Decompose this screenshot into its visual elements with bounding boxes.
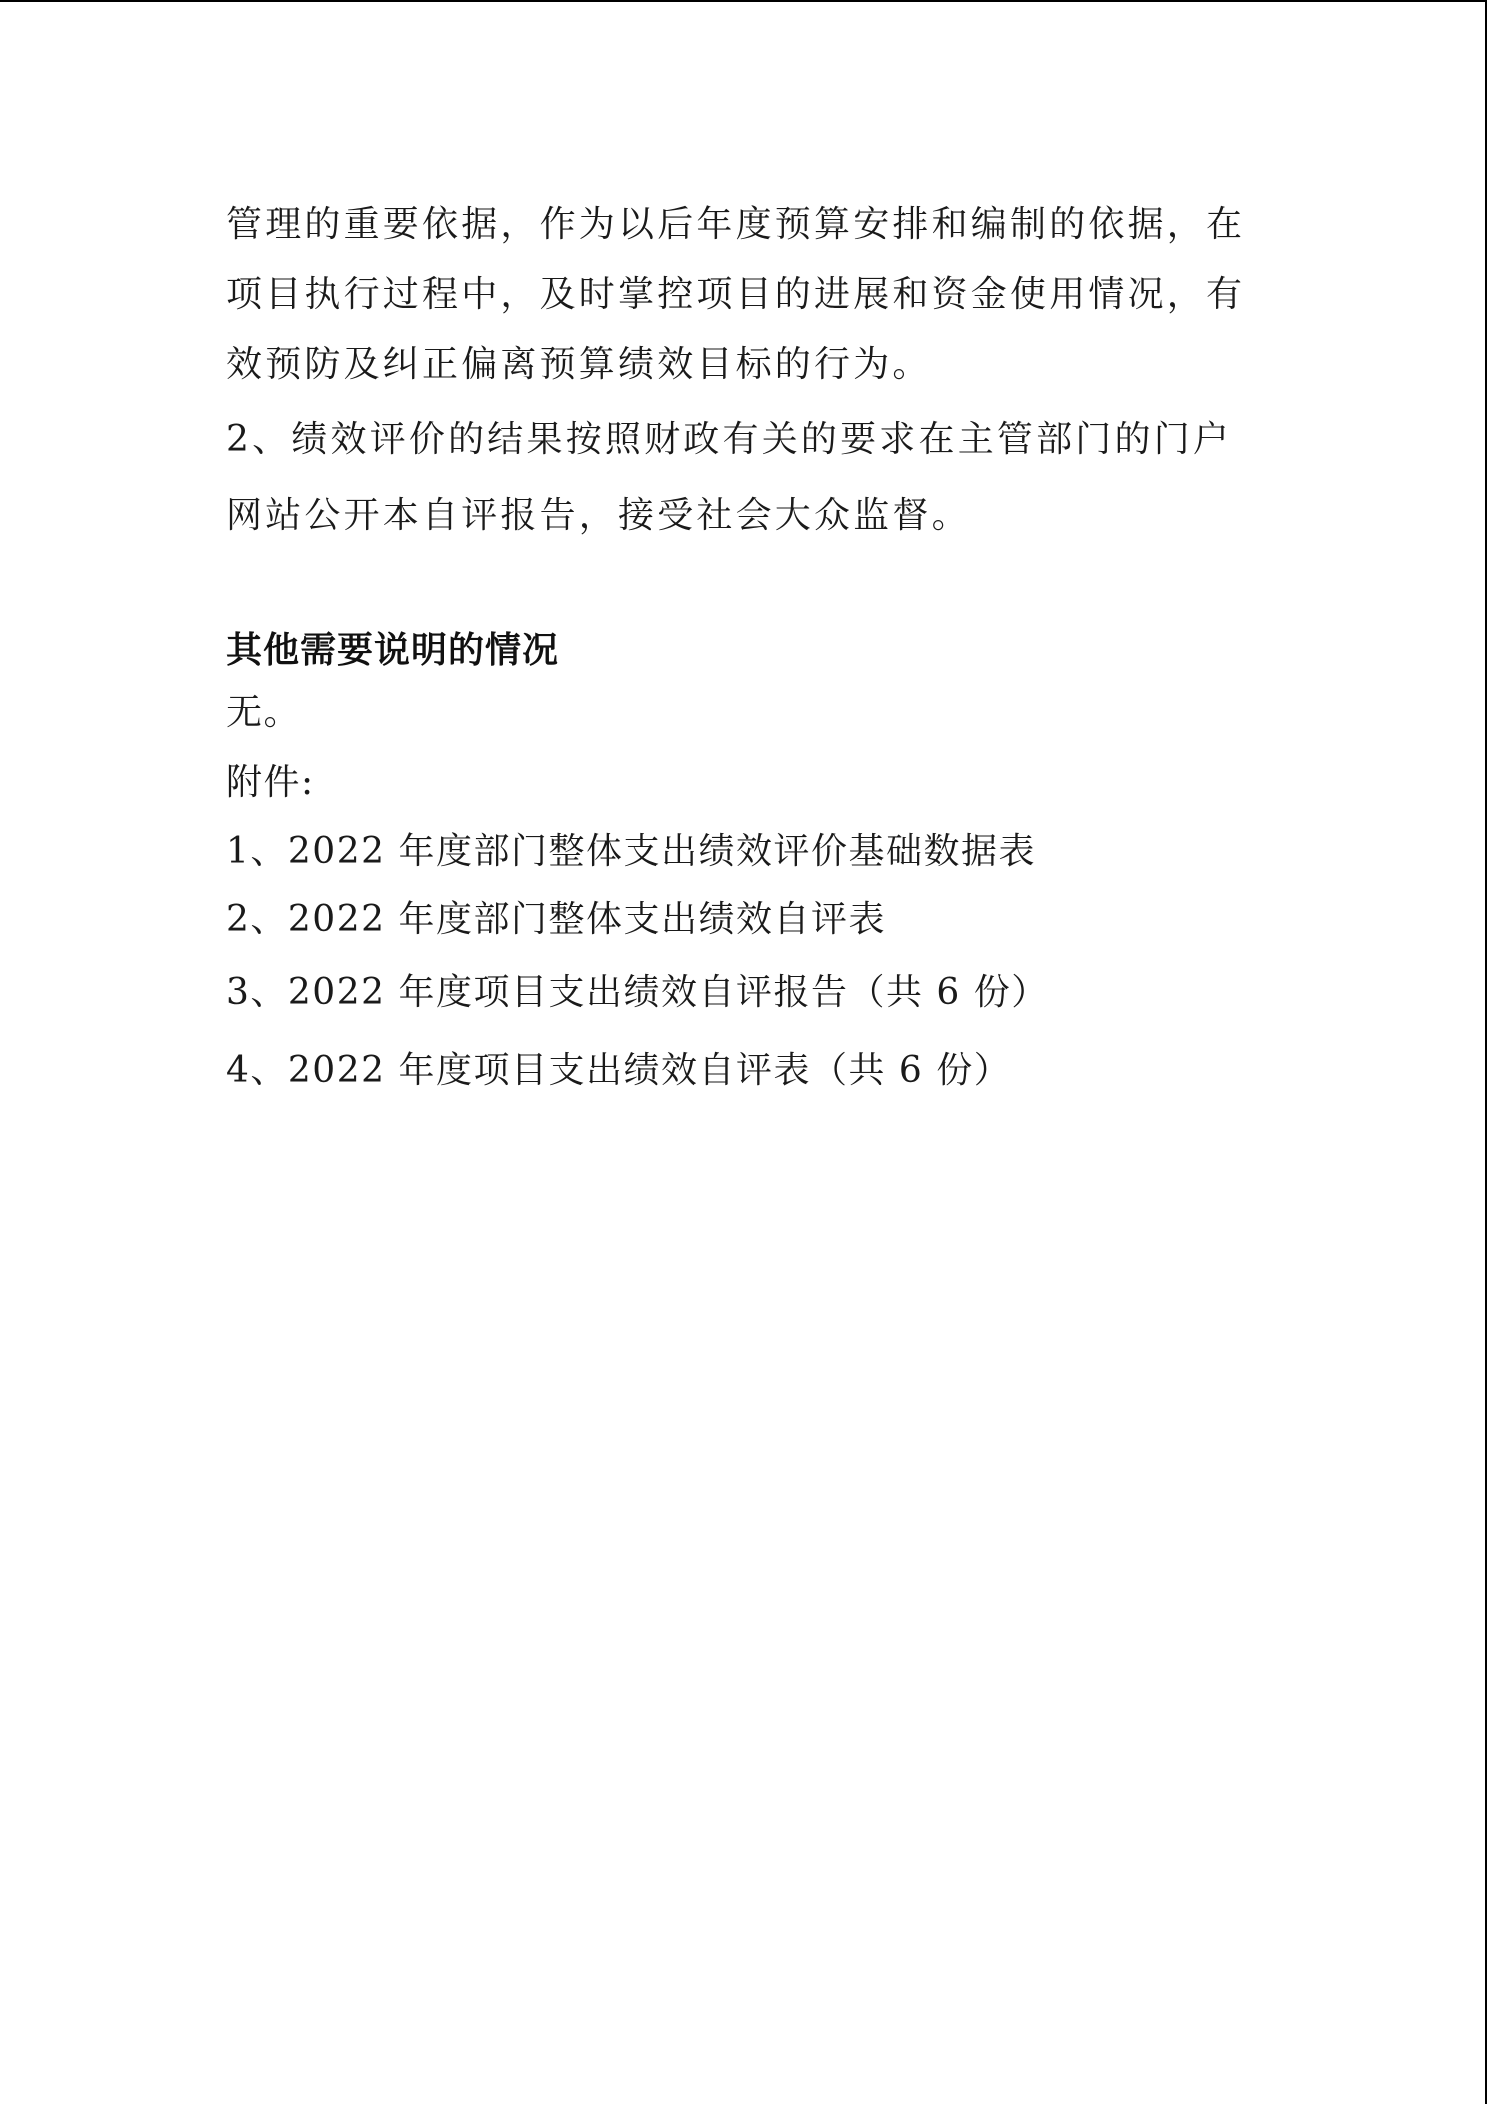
section-heading-other: 其他需要说明的情况 <box>226 630 560 671</box>
attachments-label: 附件: <box>226 762 315 803</box>
attachment-item: 4、2022 年度项目支出绩效自评表（共 6 份） <box>226 1050 1012 1091</box>
paragraph-result-application <box>226 190 1266 400</box>
attachment-item: 2、2022 年度部门整体支出绩效自评表 <box>226 899 886 940</box>
paragraph-line: 2、绩效评价的结果按照财政有关的要求在主管部门的门户 <box>226 419 1233 460</box>
paragraph-public-disclosure <box>226 402 1266 554</box>
paragraph-line: 管理的重要依据，作为以后年度预算安排和编制的依据，在 <box>226 204 1246 245</box>
attachment-item: 3、2022 年度项目支出绩效自评报告（共 6 份） <box>226 972 1049 1013</box>
paragraph-line: 项目执行过程中，及时掌控项目的进展和资金使用情况，有 <box>226 274 1246 315</box>
section-body-none: 无。 <box>226 692 302 733</box>
paragraph-line: 效预防及纠正偏离预算绩效目标的行为。 <box>226 344 932 385</box>
page-content <box>226 190 1266 1110</box>
attachments-list <box>226 818 1266 1110</box>
paragraph-line: 网站公开本自评报告，接受社会大众监督。 <box>226 495 971 536</box>
attachment-item: 1、2022 年度部门整体支出绩效评价基础数据表 <box>226 831 1036 872</box>
